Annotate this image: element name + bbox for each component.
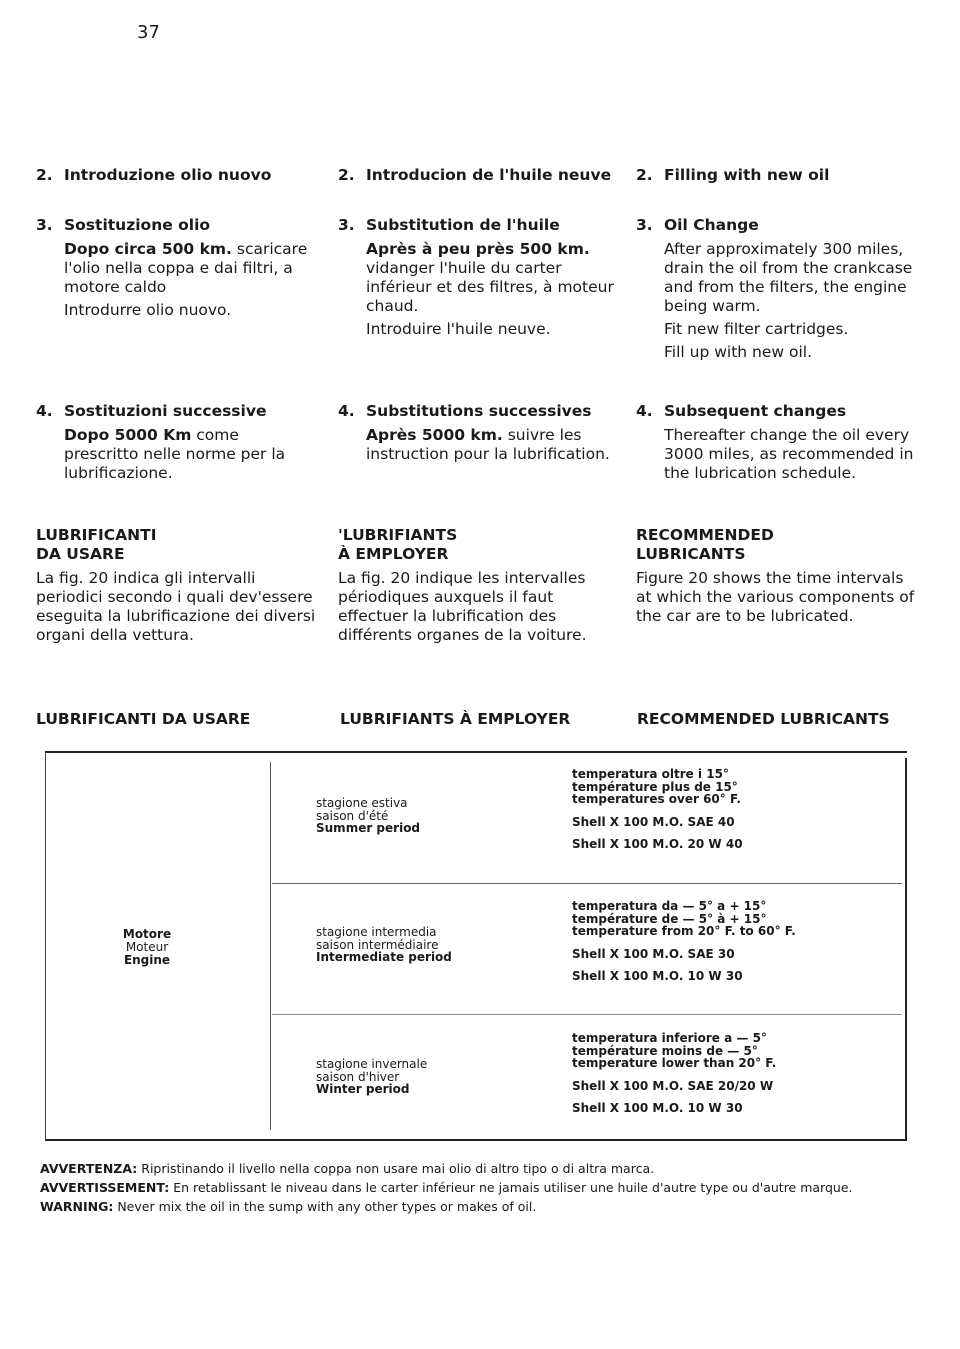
table-border-bottom [45,1139,907,1141]
table-header-it: LUBRIFICANTI DA USARE [36,710,251,728]
section-body: Introdurre olio nuovo. [64,301,232,319]
section-number: 3. [36,216,53,234]
section-number: 3. [636,216,653,234]
lubricants-heading: LUBRIFICANTI DA USARE [36,526,157,563]
section-body: Fill up with new oil. [664,343,813,361]
section-number: 2. [636,166,653,184]
section-number: 4. [36,402,53,420]
section-3-it [36,216,316,324]
section-4-fr [338,402,618,468]
section-4-en [636,402,916,487]
section-body: Dopo 5000 Km come prescritto nelle norme per la lubrificazione. [64,426,286,482]
season-summer: stagione estiva saison d'été Summer period [316,796,421,835]
page-number: 37 [137,22,160,43]
section-number: 2. [338,166,355,184]
table-row-divider [272,883,902,884]
warning-en: WARNING: Never mix the oil in the sump with any other types or makes of oil. [40,1199,537,1214]
section-number: 4. [636,402,653,420]
oil-grade: Shell X 100 M.O. SAE 40 [572,814,735,829]
lubricants-heading: 'LUBRIFIANTS À EMPLOYER [338,526,458,563]
section-body: Dopo circa 500 km. scaricare l'olio nella coppa e dai filtri, a motore caldo [64,240,308,296]
section-2-it [36,166,316,185]
section-3-fr [338,216,618,343]
lubricants-intro-fr [338,526,618,645]
section-number: 3. [338,216,355,234]
section-title: Sostituzione olio [64,216,211,234]
lubricants-intro-en [636,526,916,626]
section-2-en [636,166,916,185]
component-engine: Motore Moteur Engine [122,927,172,967]
table-header-fr: LUBRIFIANTS À EMPLOYER [340,710,571,728]
table-border-left [45,752,46,1140]
table-header-en: RECOMMENDED LUBRICANTS [637,710,890,728]
section-title: Subsequent changes [664,402,847,420]
oil-grade: Shell X 100 M.O. SAE 20/20 W [572,1078,774,1093]
season-winter: stagione invernale saison d'hiver Winter period [316,1057,428,1096]
lubricants-body: Figure 20 shows the time intervals at which the various components of the car are to be lubricated. [636,569,915,625]
section-title: Substitutions successives [366,402,592,420]
section-number: 2. [36,166,53,184]
table-border-top [45,751,907,753]
section-title: Introducion de l'huile neuve [366,166,612,184]
season-intermediate: stagione intermedia saison intermédiaire Intermediate period [316,925,452,964]
oil-grade: Shell X 100 M.O. 10 W 30 [572,969,743,983]
section-title: Introduzione olio nuovo [64,166,272,184]
table-border-right [905,758,907,1140]
section-2-fr [338,166,618,185]
warnings [40,1162,920,1219]
warning-it: AVVERTENZA: Ripristinando il livello nella coppa non usare mai olio di altro tipo o di altra marca. [40,1161,655,1176]
section-body: Fit new filter cartridges. [664,320,849,338]
section-body: Après 5000 km. suivre les instruction pour la lubrification. [366,426,610,463]
section-title: Sostituzioni successive [64,402,267,420]
warning-fr: AVVERTISSEMENT: En retablissant le niveau dans le carter inférieur ne jamais utiliser une huile d'autre type ou d'autre marque. [40,1180,853,1195]
section-3-en [636,216,916,366]
section-number: 4. [338,402,355,420]
lubricants-heading: RECOMMENDED LUBRICANTS [636,526,774,563]
oil-grade: Shell X 100 M.O. SAE 30 [572,946,735,961]
section-body: Après à peu près 500 km. vidanger l'huile du carter inférieur et des filtres, à moteur chaud. [366,240,614,315]
section-title: Filling with new oil [664,166,830,184]
table-column-divider [270,762,271,1130]
lubricants-intro-it [36,526,316,645]
lubricant-spec-winter: temperatura inferiore a — 5° température moins de — 5° temperature lower than 20° F. Shell X 100 M.O. SAE 20/20 W Shell X 100 M.O. 10 W 30 [572,1032,892,1115]
section-body: Introduire l'huile neuve. [366,320,551,338]
lubricant-spec-intermediate: temperatura da — 5° a + 15° température de — 5° à + 15° temperature from 20° F. to 60° F. Shell X 100 M.O. SAE 30 Shell X 100 M.O. 10 W 30 [572,900,892,983]
lubricant-spec-summer: temperatura oltre i 15° température plus de 15° temperatures over 60° F. Shell X 100 M.O. SAE 40 Shell X 100 M.O. 20 W 40 [572,768,892,851]
section-4-it [36,402,316,487]
section-title: Oil Change [664,216,759,234]
lubricants-body: La fig. 20 indique les intervalles périodiques auxquels il faut effectuer la lubrification des différents organes de la voiture. [338,569,587,644]
section-body: After approximately 300 miles, drain the oil from the crankcase and from the filters, the engine being warm. [664,240,913,315]
oil-grade: Shell X 100 M.O. 20 W 40 [572,837,743,851]
oil-grade: Shell X 100 M.O. 10 W 30 [572,1101,743,1115]
table-row-divider [272,1014,902,1015]
section-title: Substitution de l'huile [366,216,560,234]
section-body: Thereafter change the oil every 3000 miles, as recommended in the lubrication schedule. [664,426,914,482]
lubricants-body: La fig. 20 indica gli intervalli periodici secondo i quali dev'essere eseguita la lubrificazione dei diversi organi della vettura. [36,569,316,644]
